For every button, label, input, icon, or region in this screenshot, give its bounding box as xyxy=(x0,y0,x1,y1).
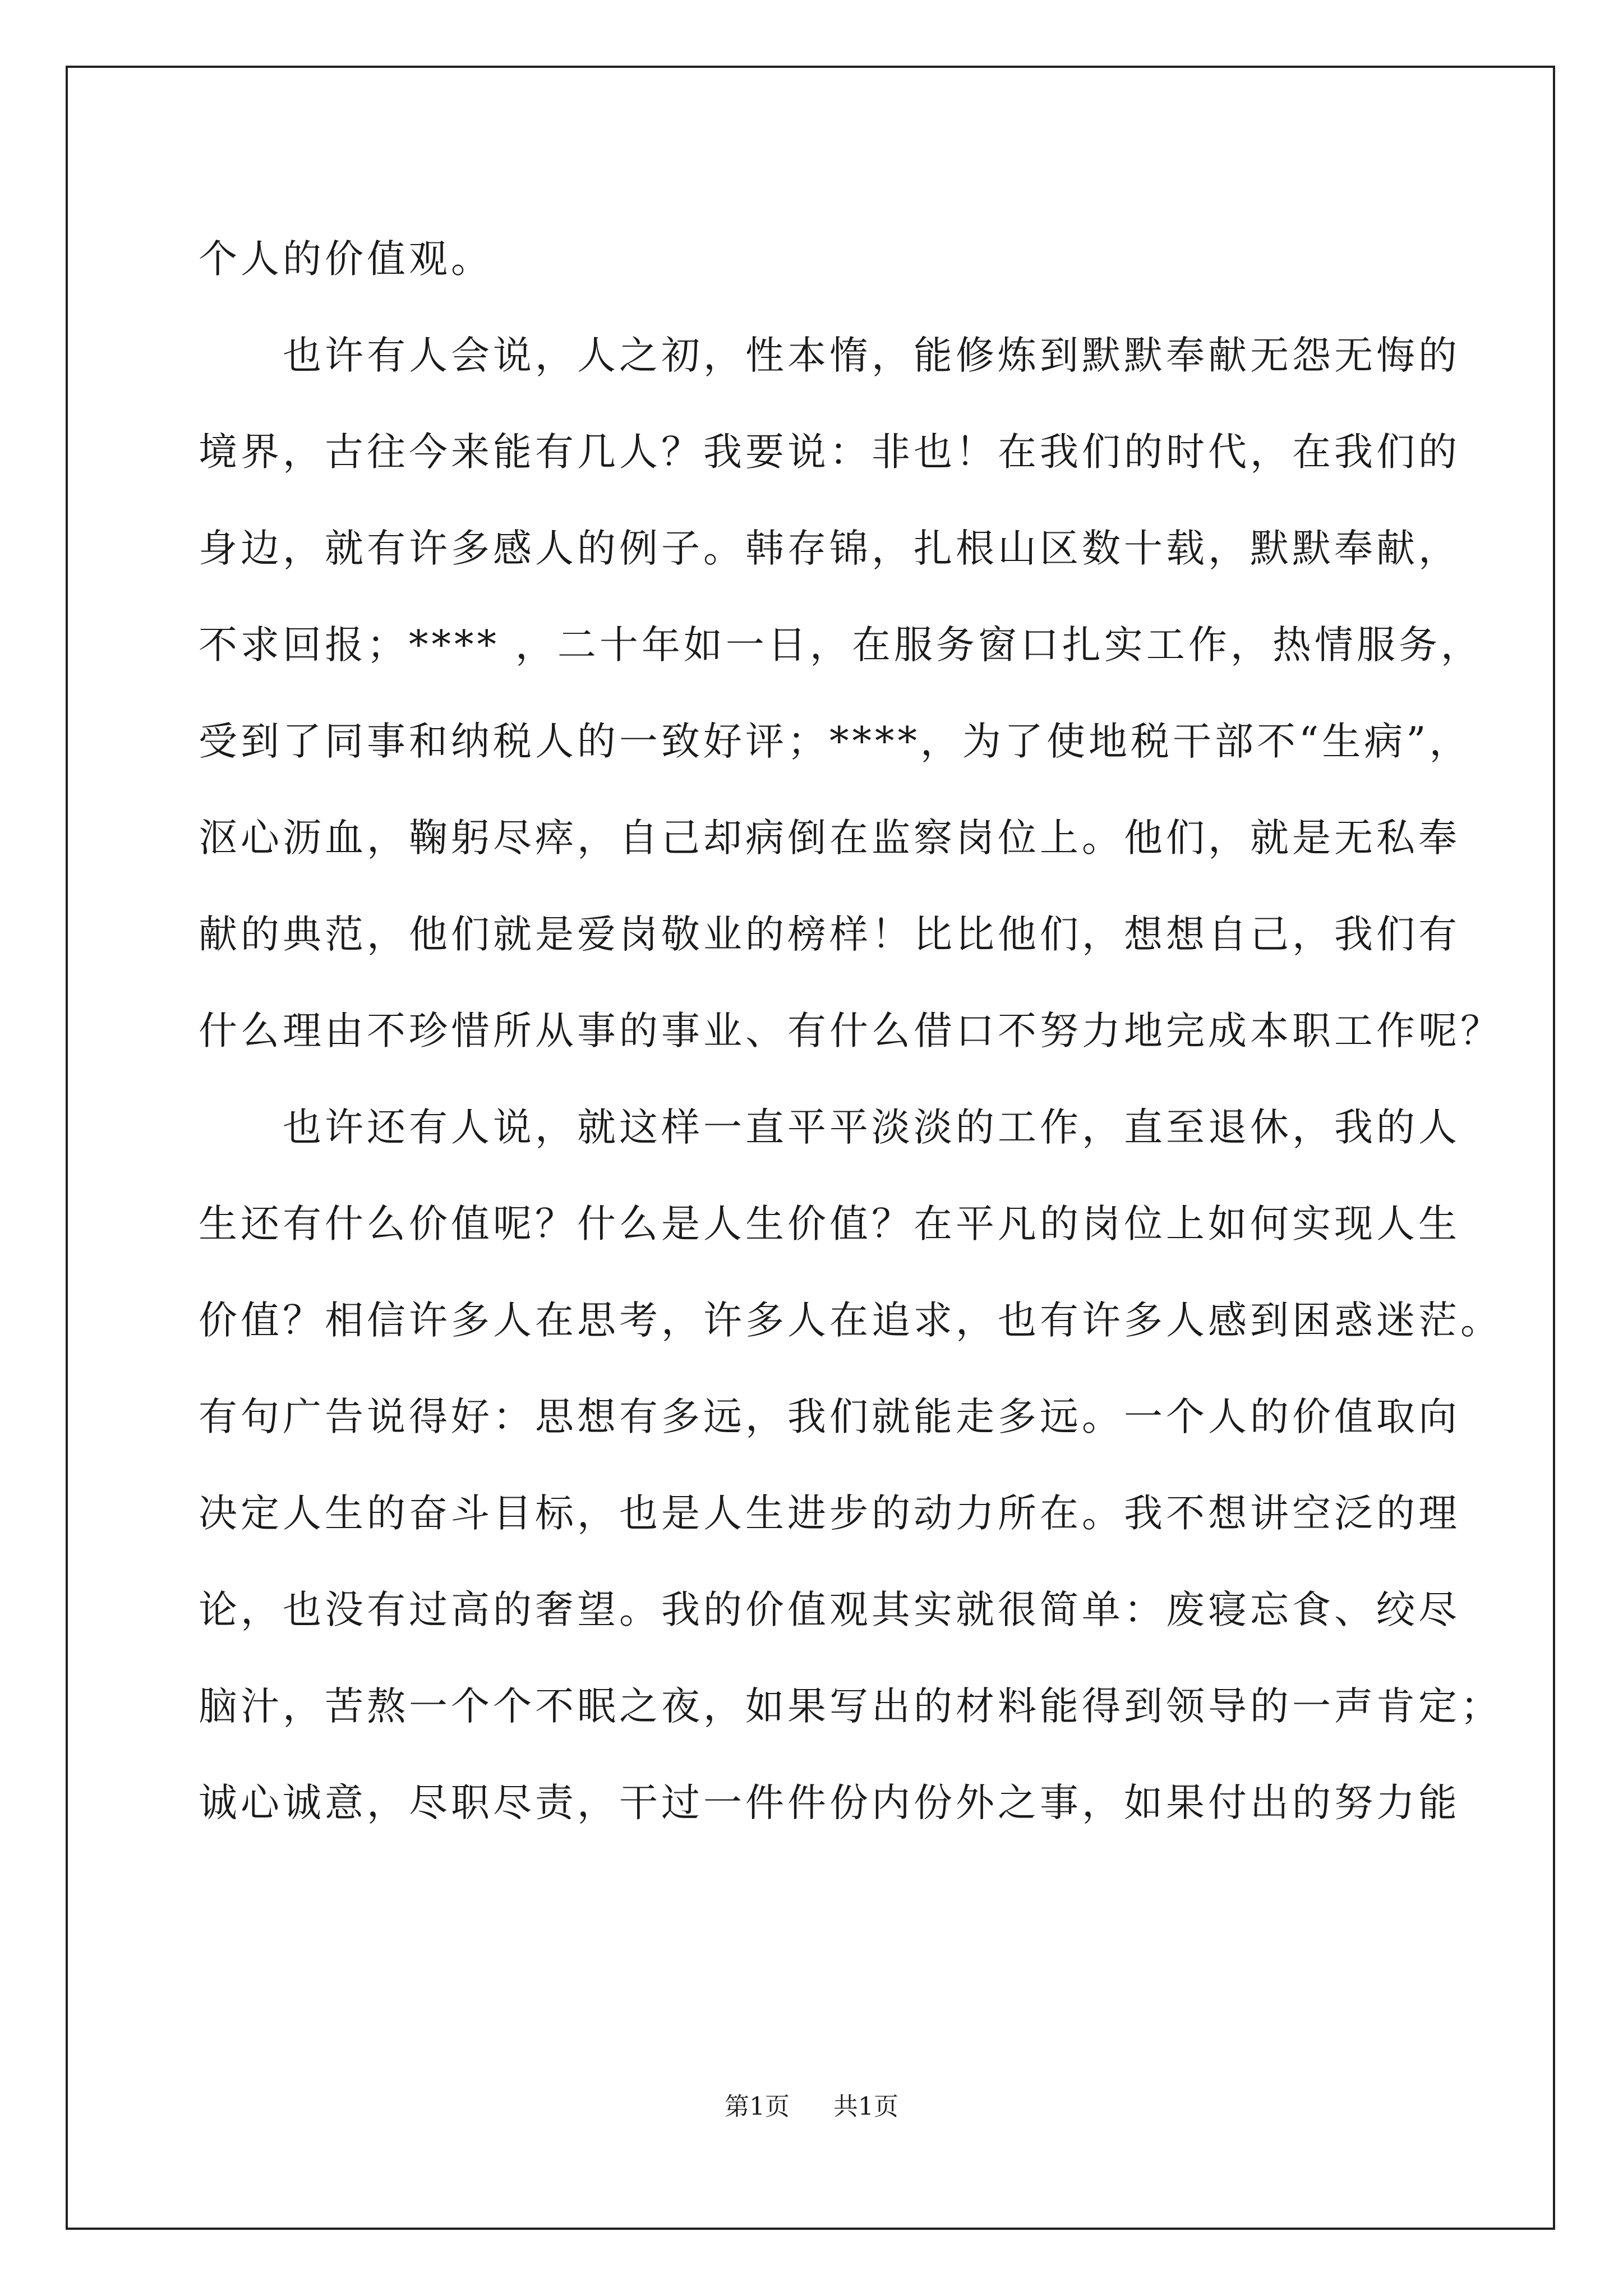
document-body xyxy=(199,211,1502,1851)
text-line: 沤心沥血，鞠躬尽瘁，自己却病倒在监察岗位上。他们，就是无私奉 xyxy=(199,816,1460,861)
text-line: 论，也没有过高的奢望。我的价值观其实就很简单：废寝忘食、绞尽 xyxy=(199,1588,1460,1632)
text-line: 价值？相信许多人在思考，许多人在追求，也有许多人感到困惑迷茫。 xyxy=(199,1298,1502,1343)
page-number: 第1页 xyxy=(725,2092,790,2121)
text-line: 也许有人会说，人之初，性本惰，能修炼到默默奉献无怨无悔的 xyxy=(199,333,1460,378)
text-line: 生还有什么价值呢？什么是人生价值？在平凡的岗位上如何实现人生 xyxy=(199,1202,1460,1246)
text-line: 献的典范，他们就是爱岗敬业的榜样！比比他们，想想自己，我们有 xyxy=(199,912,1460,957)
text-line: 决定人生的奋斗目标，也是人生进步的动力所在。我不想讲空泛的理 xyxy=(199,1491,1460,1536)
page-total: 共1页 xyxy=(833,2092,898,2121)
text-line: 脑汁，苦熬一个个不眠之夜，如果写出的材料能得到领导的一声肯定； xyxy=(199,1684,1502,1729)
text-line: 什么理由不珍惜所从事的事业、有什么借口不努力地完成本职工作呢？ xyxy=(199,1009,1502,1053)
text-line: 受到了同事和纳税人的一致好评；****，为了使地税干部不“生病”， xyxy=(199,719,1472,764)
page-footer xyxy=(0,2090,1623,2124)
text-line: 也许还有人说，就这样一直平平淡淡的工作，直至退休，我的人 xyxy=(199,1105,1460,1150)
text-line: 有句广告说得好：思想有多远，我们就能走多远。一个人的价值取向 xyxy=(199,1395,1460,1439)
text-line: 个人的价值观。 xyxy=(199,237,493,282)
text-line: 境界，古往今来能有几人？我要说：非也！在我们的时代，在我们的 xyxy=(199,430,1460,475)
text-line: 诚心诚意，尽职尽责，干过一件件份内份外之事，如果付出的努力能 xyxy=(199,1780,1460,1825)
text-line: 身边，就有许多感人的例子。韩存锦，扎根山区数十载，默默奉献， xyxy=(199,526,1460,571)
text-line: 不求回报；**** ，二十年如一日，在服务窗口扎实工作，热情服务， xyxy=(199,623,1483,668)
